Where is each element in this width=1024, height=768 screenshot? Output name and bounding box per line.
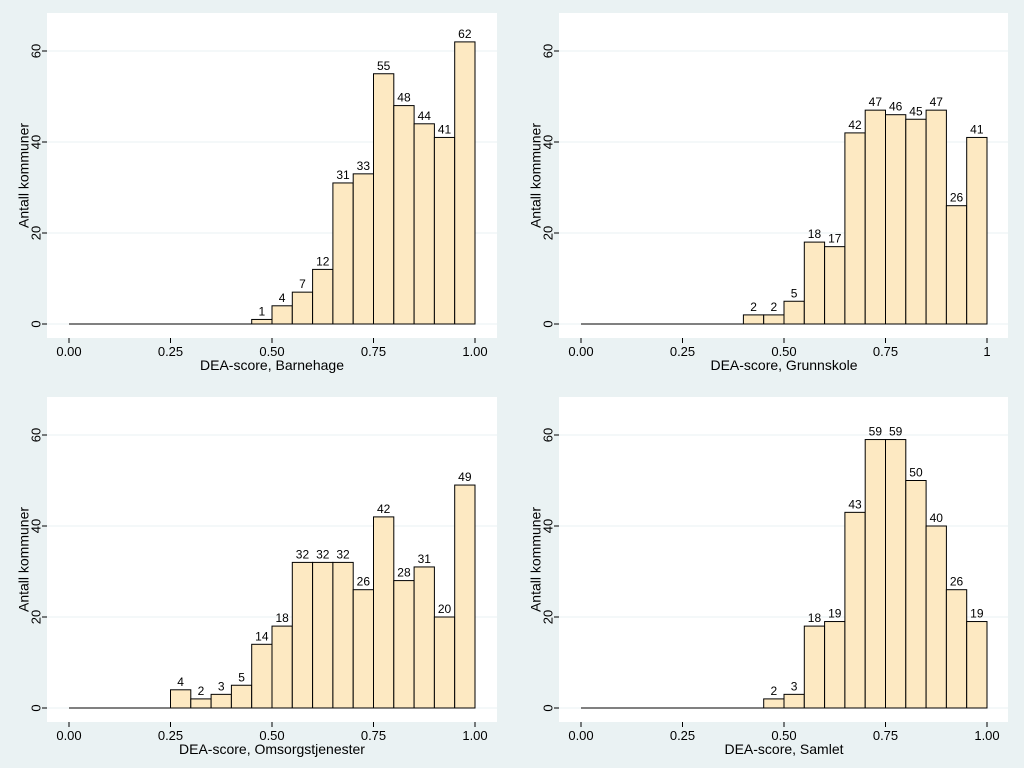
bar-value-label: 55: [376, 58, 391, 73]
x-tick-label: 0.75: [360, 728, 387, 743]
histogram-bar: [171, 690, 191, 708]
y-tick-label: 0: [540, 320, 556, 328]
x-tick-label: 1.00: [462, 728, 488, 743]
chart-panel-1: [16, 13, 497, 373]
bar-value-label: 7: [299, 277, 306, 292]
y-tick-label: 60: [28, 427, 44, 443]
x-tick-label: 1.00: [974, 728, 1000, 743]
x-tick-label: 0.25: [157, 344, 184, 359]
x-tick-label: 0.50: [259, 728, 285, 743]
bar-value-label: 12: [316, 254, 330, 269]
histogram-bar: [743, 315, 763, 324]
bar-value-label: 42: [848, 117, 862, 132]
histogram-bar: [353, 590, 373, 708]
bar-value-label: 17: [828, 231, 842, 246]
y-axis-label: Antall kommuner: [15, 122, 32, 229]
bar-value-label: 45: [909, 104, 923, 119]
bar-value-label: 41: [437, 122, 452, 137]
histogram-bar: [231, 685, 251, 708]
bar-value-label: 18: [807, 611, 822, 626]
bar-value-label: 18: [275, 611, 289, 626]
chart-panel-3: [16, 397, 497, 757]
histogram-bar: [434, 617, 454, 708]
histogram-bar: [292, 562, 312, 708]
y-tick-label: 20: [28, 225, 44, 241]
bar-value-label: 2: [750, 299, 757, 314]
y-axis-label: Antall kommuner: [527, 506, 544, 613]
x-axis-label: DEA-score, Grunnskole: [710, 357, 858, 373]
x-axis-label: DEA-score, Samlet: [724, 741, 844, 757]
histogram-bar: [865, 440, 885, 708]
y-tick-label: 20: [540, 609, 556, 625]
x-tick-label: 1: [983, 344, 991, 359]
x-axis-label: DEA-score, Barnehage: [200, 357, 344, 373]
bar-value-label: 47: [929, 95, 943, 110]
histogram-bar: [804, 242, 824, 324]
y-tick-label: 60: [540, 43, 556, 59]
bar-value-label: 44: [417, 108, 431, 123]
histogram-bar: [211, 694, 231, 708]
histogram-bar: [374, 74, 394, 324]
y-tick-label: 40: [28, 134, 44, 150]
x-tick-label: 1.00: [462, 344, 488, 359]
histogram-bar: [906, 481, 926, 709]
bar-value-label: 2: [770, 299, 778, 314]
x-tick-label: 0.50: [259, 344, 285, 359]
histogram-bar: [825, 622, 845, 708]
bar-value-label: 14: [255, 629, 269, 644]
histogram-bar: [946, 206, 966, 324]
x-tick-label: 0.50: [771, 344, 797, 359]
histogram-bar: [374, 517, 394, 708]
histogram-bar: [455, 485, 475, 708]
bar-value-label: 32: [336, 547, 350, 562]
chart-panel-2: [528, 13, 1008, 373]
x-tick-label: 0.75: [872, 728, 899, 743]
bar-value-label: 40: [929, 511, 943, 525]
x-tick-label: 0.50: [771, 728, 797, 743]
x-tick-label: 0.25: [157, 728, 184, 743]
bar-value-label: 2: [770, 683, 778, 698]
histogram-bar: [865, 110, 885, 324]
bar-value-label: 59: [888, 424, 903, 439]
bar-value-label: 31: [336, 167, 350, 182]
bar-value-label: 26: [949, 574, 964, 589]
bar-value-label: 42: [376, 501, 391, 516]
bar-value-label: 4: [278, 290, 286, 305]
histogram-bar: [804, 626, 824, 708]
bar-value-label: 4: [177, 674, 184, 689]
bar-value-label: 26: [356, 574, 371, 589]
y-tick-label: 60: [540, 427, 556, 443]
bar-value-label: 46: [888, 99, 903, 114]
bar-value-label: 18: [807, 227, 822, 242]
bar-value-label: 3: [217, 679, 225, 694]
histogram-bar: [313, 562, 333, 708]
histogram-bar: [414, 567, 434, 708]
bar-value-label: 1: [258, 304, 266, 319]
bar-value-label: 43: [848, 497, 862, 512]
bar-value-label: 3: [790, 679, 798, 694]
y-tick-label: 40: [540, 518, 556, 534]
y-tick-label: 0: [28, 320, 44, 328]
bar-value-label: 2: [197, 683, 205, 698]
bar-value-label: 33: [356, 158, 371, 173]
x-tick-label: 0.25: [669, 344, 696, 359]
histogram-bar: [313, 269, 333, 324]
histogram-bar: [967, 622, 987, 708]
y-axis-label: Antall kommuner: [15, 506, 32, 613]
bar-value-label: 49: [458, 470, 472, 485]
bar-value-label: 19: [970, 606, 984, 621]
x-tick-label: 0.75: [872, 344, 899, 359]
x-axis-label: DEA-score, Omsorgstjenester: [179, 741, 365, 757]
x-tick-label: 0.75: [360, 344, 387, 359]
bar-value-label: 28: [397, 565, 411, 580]
chart-panel-4: [528, 397, 1008, 757]
histogram-bar: [333, 183, 353, 324]
bar-value-label: 5: [238, 670, 245, 685]
histogram-bar: [353, 174, 373, 324]
histogram-bar: [967, 137, 987, 324]
y-tick-label: 40: [540, 134, 556, 150]
x-tick-label: 0.00: [568, 728, 594, 743]
y-tick-label: 20: [540, 225, 556, 241]
y-tick-label: 0: [540, 704, 556, 712]
histogram-bar: [252, 319, 272, 324]
histogram-bar: [764, 699, 784, 708]
histogram-bar: [784, 694, 804, 708]
y-tick-label: 60: [28, 43, 44, 59]
y-tick-label: 40: [28, 518, 44, 534]
bar-value-label: 19: [828, 606, 842, 621]
x-tick-label: 0.00: [568, 344, 594, 359]
y-axis-label: Antall kommuner: [527, 122, 544, 229]
histogram-bar: [886, 115, 906, 324]
histogram-bar: [455, 42, 475, 324]
histogram-bar: [333, 562, 353, 708]
histogram-bar: [272, 626, 292, 708]
histogram-bar: [825, 247, 845, 324]
histogram-bar: [414, 124, 434, 324]
bar-value-label: 47: [868, 95, 883, 110]
histogram-bar: [946, 590, 966, 708]
x-tick-label: 0.00: [56, 728, 82, 743]
histogram-bar: [784, 301, 804, 324]
histogram-bar: [191, 699, 211, 708]
y-tick-label: 20: [28, 609, 44, 625]
histogram-bar: [926, 110, 946, 324]
x-tick-label: 0.00: [56, 344, 82, 359]
bar-value-label: 31: [417, 551, 431, 566]
histogram-bar: [906, 119, 926, 324]
bar-value-label: 48: [397, 90, 411, 105]
bar-value-label: 32: [295, 547, 310, 562]
y-tick-label: 0: [28, 704, 44, 712]
x-tick-label: 0.25: [669, 728, 696, 743]
histogram-bar: [886, 440, 906, 708]
bar-value-label: 20: [437, 602, 452, 616]
histogram-bar: [845, 133, 865, 324]
histogram-bar: [272, 306, 292, 324]
histogram-bar: [394, 106, 414, 324]
bar-value-label: 26: [949, 190, 964, 205]
bar-value-label: 41: [970, 122, 984, 137]
histogram-bar: [845, 512, 865, 708]
histogram-bar: [926, 526, 946, 708]
histogram-bar: [252, 644, 272, 708]
histogram-bar: [764, 315, 784, 324]
histogram-bar: [434, 137, 454, 324]
bar-value-label: 62: [458, 26, 472, 41]
histogram-bar: [292, 292, 312, 324]
bar-value-label: 50: [909, 465, 923, 480]
bar-value-label: 5: [790, 286, 798, 301]
histogram-bar: [394, 581, 414, 708]
bar-value-label: 32: [316, 547, 330, 562]
bar-value-label: 59: [868, 424, 883, 439]
